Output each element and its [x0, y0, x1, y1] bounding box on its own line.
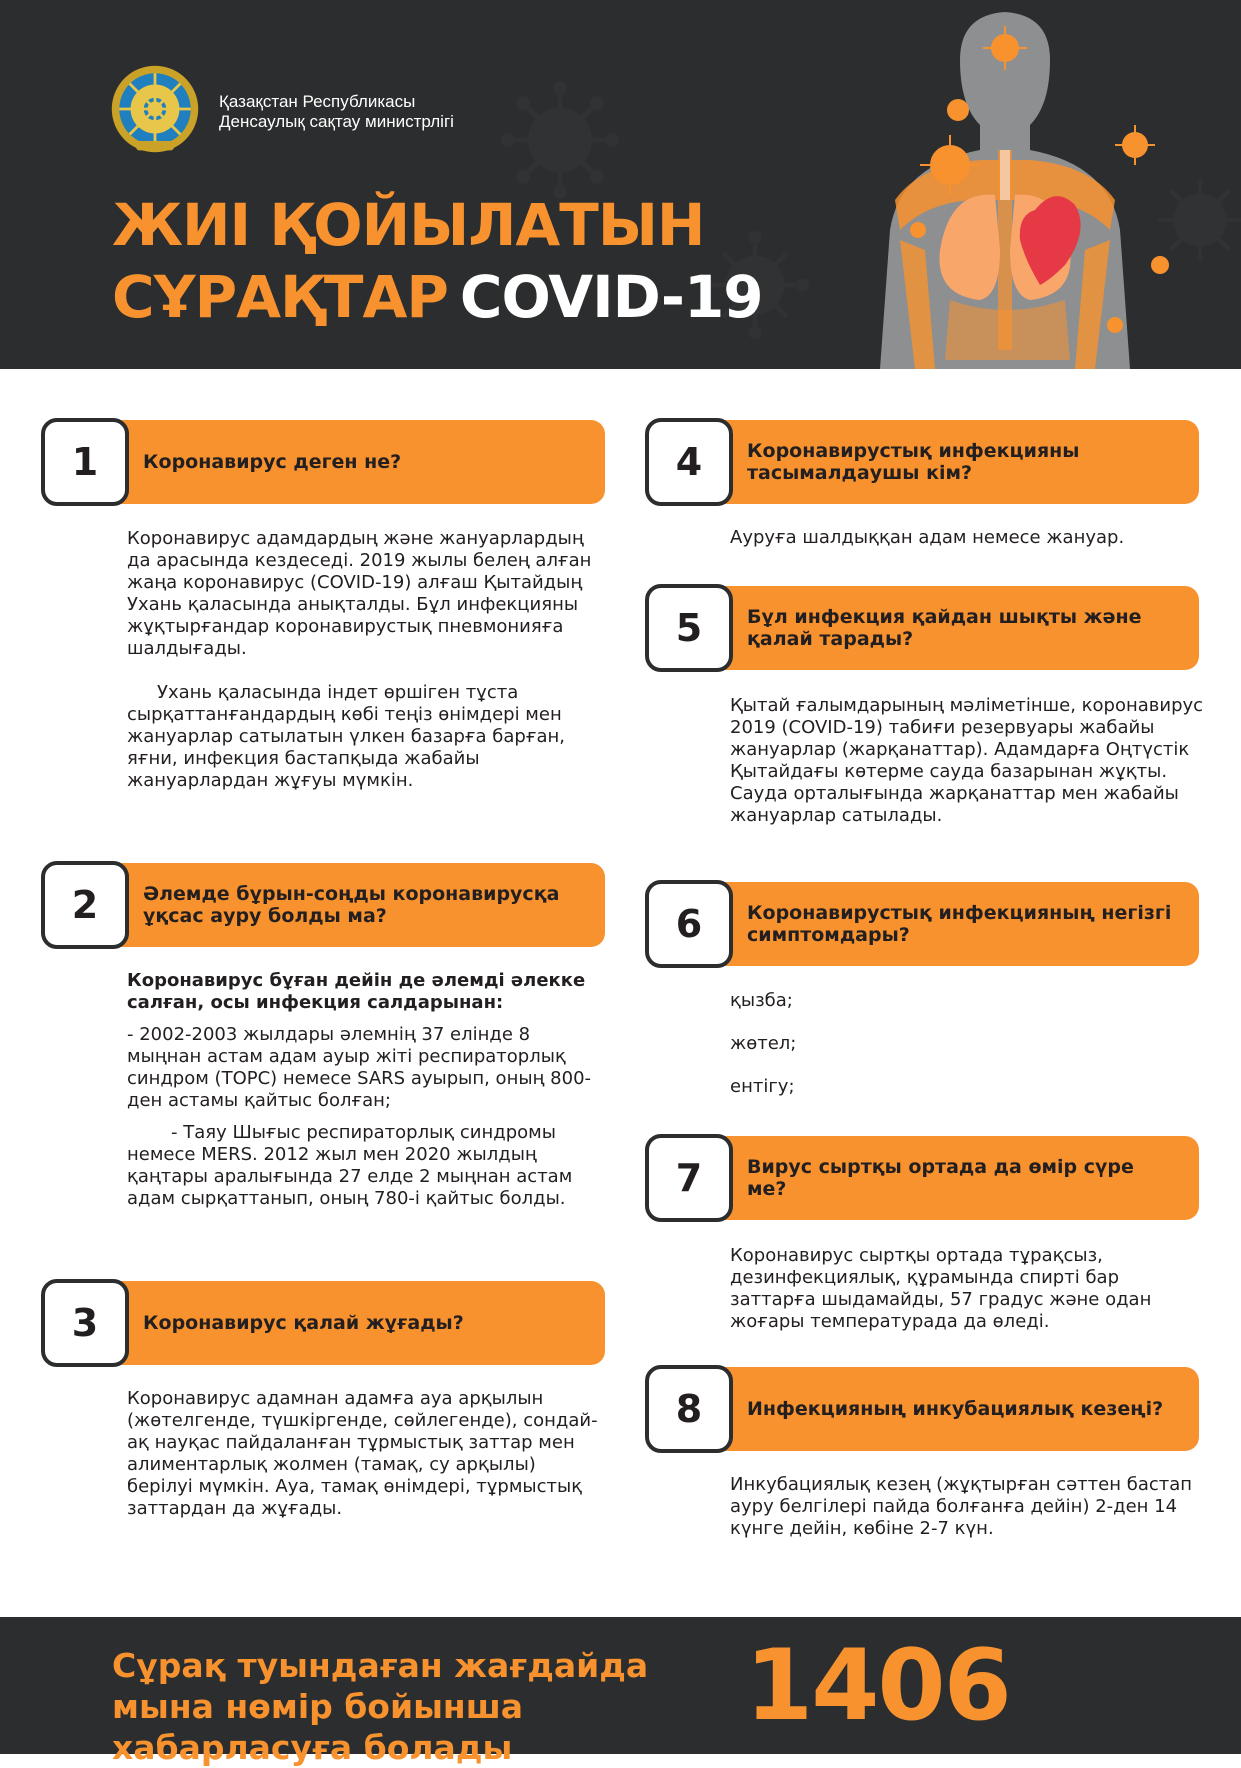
question-2-number: 2 — [41, 861, 129, 949]
question-8-title: Инфекцияның инкубациялық кезеңі? — [747, 1398, 1164, 1420]
footer — [0, 1617, 1241, 1767]
question-6-title: Коронавирустық инфекцияның негізгі симптомдары? — [747, 902, 1172, 946]
question-6-answer — [730, 990, 1205, 1098]
question-4-number: 4 — [645, 418, 733, 506]
symptom-item: жөтел; — [730, 1033, 797, 1054]
question-7-title: Вирус сыртқы ортада да өмір сүре ме? — [747, 1156, 1134, 1200]
question-5-number: 5 — [645, 584, 733, 672]
question-3-title: Коронавирус қалай жұғады? — [143, 1312, 464, 1334]
answer-lead: Коронавирус бұған дейін де әлемді әлекке салған, осы инфекция салдарынан: — [127, 970, 586, 1013]
question-6-number: 6 — [645, 880, 733, 968]
question-1-answer — [127, 528, 602, 792]
answer-paragraph: Қытай ғалымдарының мәліметінше, коронавирус 2019 (COVID-19) табиғи резервуары жабайы жануарлар (жарқанаттар). Адамдарға Оңтүстік Қытайдағы көтерме сауда базарынан жұқты. Сауда орталығында жарқанаттар мен жабайы жануарлар сатылады. — [730, 695, 1204, 826]
ministry-line-1: Қазақстан Республикасы — [219, 92, 416, 111]
question-8-number: 8 — [645, 1365, 733, 1453]
page-title-questions: СҰРАҚТАР — [112, 263, 448, 331]
question-3-number: 3 — [41, 1279, 129, 1367]
answer-paragraph: - 2002-2003 жылдары әлемнің 37 елінде 8 мыңнан астам адам ауыр жіті респираторлық синдром (ТОРС) немесе SARS ауырып, оның 800-ден астамы қайтыс болған; — [127, 1024, 592, 1111]
question-7-answer — [730, 1245, 1205, 1333]
question-4-answer — [730, 527, 1205, 549]
answer-paragraph: Коронавирус адамдардың және жануарлардың да арасында кездеседі. 2019 жылы белең алған жаңа коронавирус (COVID-19) алғаш Қытайдың Ухань қаласында анықталды. Бұл инфекцияны жұқтырғандар коронавирустық пневмонияға шалдығады. — [127, 528, 592, 659]
question-7-number: 7 — [645, 1134, 733, 1222]
ministry-line-2: Денсаулық сақтау министрлігі — [219, 112, 454, 131]
question-4-title: Коронавирустық инфекцияны тасымалдаушы кім? — [747, 440, 1080, 484]
question-2-answer — [127, 970, 602, 1210]
hotline-number: 1406 — [745, 1629, 1010, 1743]
question-5-title: Бұл инфекция қайдан шықты және қалай тарады? — [747, 606, 1142, 650]
question-1-number: 1 — [41, 418, 129, 506]
symptom-item: қызба; — [730, 990, 793, 1011]
question-1-title: Коронавирус деген не? — [143, 451, 402, 473]
answer-paragraph: Коронавирус сыртқы ортада тұрақсыз, дезинфекциялық, құрамында спирті бар заттарға шыдамайды, 57 градус және одан жоғары температурада да өледі. — [730, 1245, 1152, 1332]
human-lungs-illustration — [840, 0, 1241, 369]
question-2-title: Әлемде бұрын-соңды коронавирусқа ұқсас ауру болды ма? — [143, 883, 560, 927]
answer-paragraph: Ауруға шалдыққан адам немесе жануар. — [730, 527, 1125, 548]
symptom-item: ентігу; — [730, 1076, 795, 1097]
answer-paragraph: - Таяу Шығыс респираторлық синдромы немесе MERS. 2012 жыл мен 2020 жылдың қаңтары аралығында 27 елде 2 мыңнан астам адам сырқаттанып, оның 780-і қайтыс болды. — [127, 1122, 573, 1209]
kazakhstan-emblem-icon — [108, 62, 202, 156]
page-title-line-2 — [112, 262, 763, 332]
question-5-answer — [730, 695, 1210, 827]
answer-paragraph: Инкубациялық кезең (жұқтырған сәттен бастап ауру белгілері пайда болғанға дейін) 2-ден 14 күнге дейін, көбіне 2-7 күн. — [730, 1474, 1193, 1539]
answer-paragraph: Коронавирус адамнан адамға ауа арқылын (жөтелгенде, түшкіргенде, сөйлегенде), сондай-ақ науқас пайдаланған тұрмыстық заттар мен алиментарлық жолмен (тамақ, су арқылы) берілуі мүмкін. Ауа, тамақ өнімдері, тұрмыстық заттардан да жұғады. — [127, 1388, 598, 1519]
page-title-line-1: ЖИІ ҚОЙЫЛАТЫН — [112, 191, 705, 259]
footer-contact-text: Сұрақ туындаған жағдайда мына нөмір бойынша хабарласуға болады — [112, 1646, 649, 1767]
ministry-name — [219, 92, 454, 132]
header — [0, 0, 1241, 369]
question-8-answer — [730, 1474, 1205, 1540]
question-3-answer — [127, 1388, 602, 1520]
background-virus-icon — [500, 80, 620, 200]
answer-paragraph: Ухань қаласында індет өршіген тұста сырқаттанғандардың көбі теңіз өнімдері мен жануарлар сатылатын үлкен базарға барған, яғни, инфекция бастапқыда жабайы жануарлардан жұғуы мүмкін. — [127, 682, 565, 791]
page-title-covid: COVID-19 — [459, 263, 763, 331]
